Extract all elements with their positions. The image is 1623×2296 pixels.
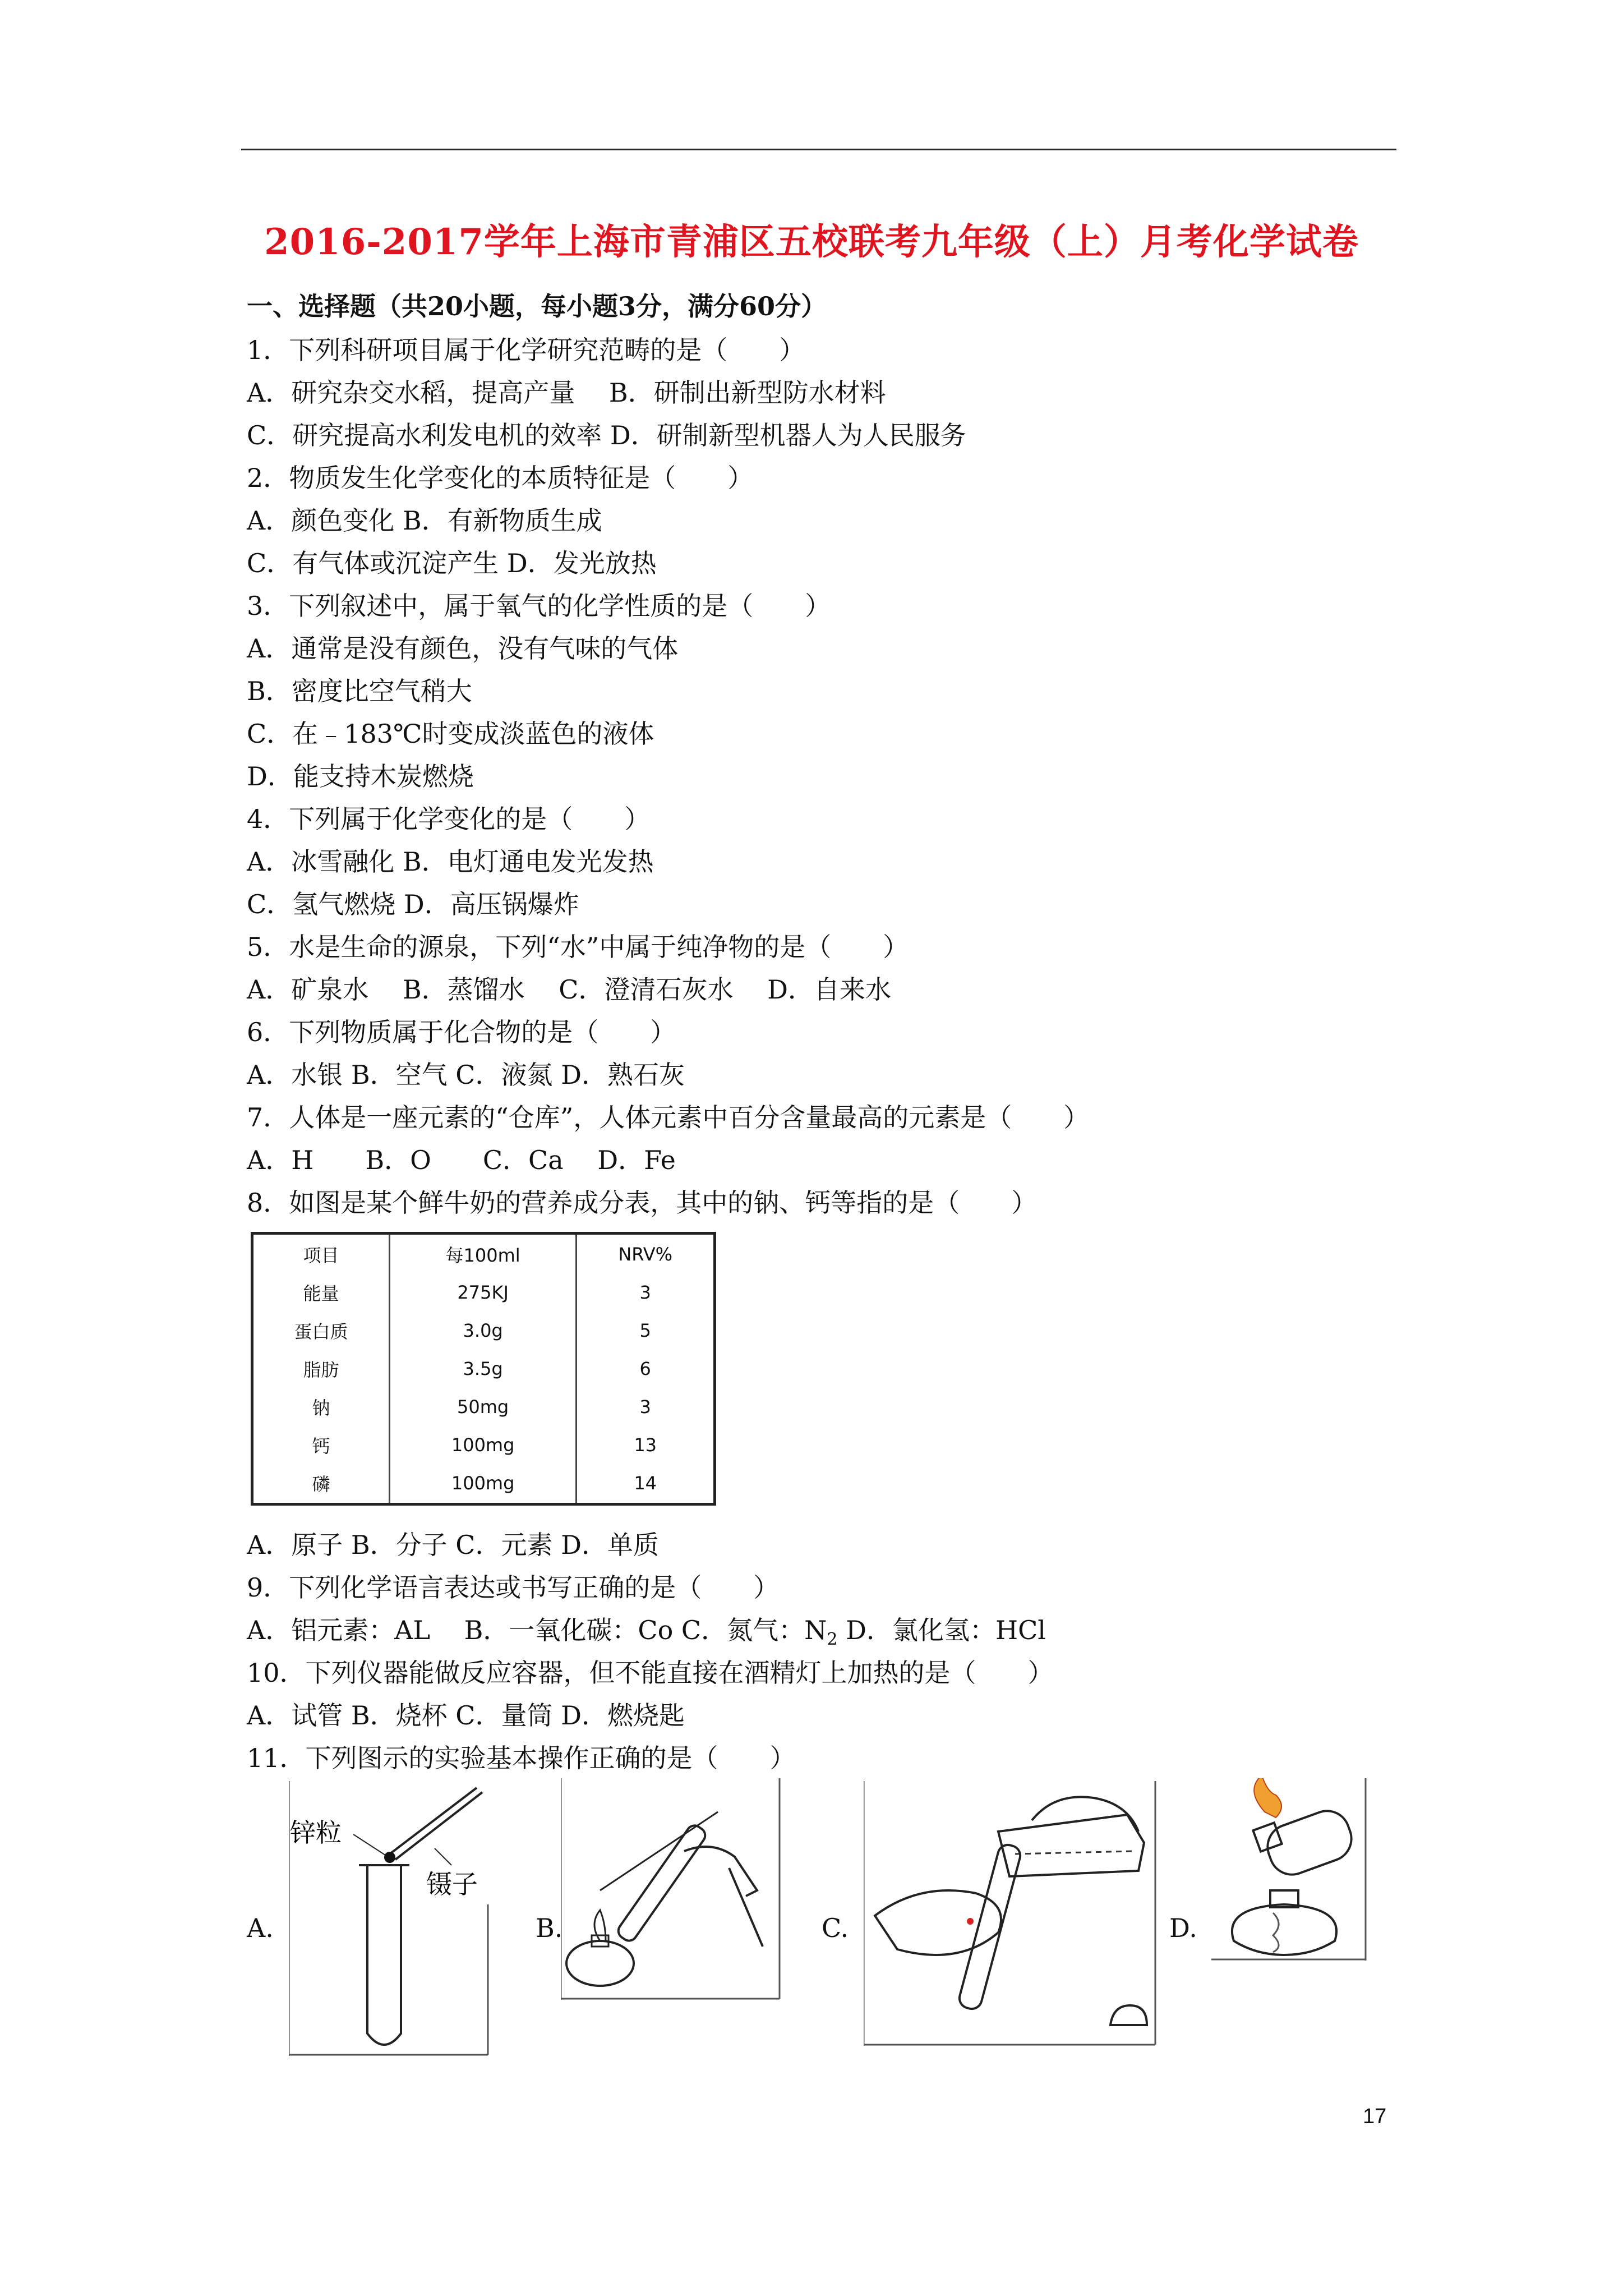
question-line: 2．物质发生化学变化的本质特征是（ ） bbox=[247, 463, 754, 493]
table-cell: 钠 bbox=[312, 1397, 330, 1419]
question-line: A．冰雪融化 B．电灯通电发光发热 bbox=[247, 846, 654, 877]
figure-b-heating-test-tube bbox=[561, 1778, 782, 2003]
question-line: A．原子 B．分子 C．元素 D．单质 bbox=[247, 1530, 659, 1560]
question-line: A．H B．O C．Ca D．Fe bbox=[247, 1145, 676, 1175]
table-cell: 磷 bbox=[312, 1474, 330, 1496]
table-header-cell: 每100ml bbox=[389, 1234, 576, 1274]
header-rule bbox=[241, 149, 1396, 150]
question-line: C．在﹣183℃时变成淡蓝色的液体 bbox=[247, 719, 654, 749]
question-line: 5．水是生命的源泉，下列“水”中属于纯净物的是（ ） bbox=[247, 932, 909, 962]
table-cell: 50mg bbox=[389, 1388, 576, 1426]
page-number: 17 bbox=[1363, 2105, 1387, 2128]
table-row bbox=[252, 1464, 715, 1504]
figure-d-alcohol-lamps bbox=[1211, 1778, 1368, 1963]
table-cell: 6 bbox=[577, 1350, 715, 1388]
table-row bbox=[252, 1388, 715, 1426]
question-line: A．研究杂交水稻，提高产量 B．研制出新型防水材料 bbox=[247, 378, 886, 408]
question-line: A．试管 B．烧杯 C．量筒 D．燃烧匙 bbox=[247, 1700, 685, 1731]
table-cell: 3.0g bbox=[389, 1312, 576, 1350]
question-line: A．水银 B．空气 C．液氮 D．熟石灰 bbox=[247, 1060, 685, 1090]
table-cell: 3 bbox=[577, 1388, 715, 1426]
table-row bbox=[252, 1426, 715, 1464]
table-header-cell: 项目 bbox=[303, 1244, 339, 1266]
question-line: A．颜色变化 B．有新物质生成 bbox=[247, 505, 602, 536]
table-cell: 能量 bbox=[303, 1283, 339, 1305]
nutrition-table bbox=[251, 1232, 716, 1506]
table-cell: 275KJ bbox=[389, 1273, 576, 1312]
option-label-a: A. bbox=[247, 1913, 274, 1943]
table-cell: 100mg bbox=[389, 1426, 576, 1464]
question-line: C．氢气燃烧 D．高压锅爆炸 bbox=[247, 889, 579, 919]
table-header-cell: NRV% bbox=[577, 1234, 715, 1274]
question-line: A．通常是没有颜色，没有气味的气体 bbox=[247, 633, 679, 664]
question-line: C．研究提高水利发电机的效率 D．研制新型机器人为人民服务 bbox=[247, 420, 966, 450]
table-cell: 3 bbox=[577, 1273, 715, 1312]
question-line: B．密度比空气稍大 bbox=[247, 676, 472, 706]
table-cell: 5 bbox=[577, 1312, 715, 1350]
option-label-b: B. bbox=[536, 1913, 563, 1943]
table-cell: 13 bbox=[577, 1426, 715, 1464]
question-line: C．有气体或沉淀产生 D．发光放热 bbox=[247, 548, 657, 578]
question-line: 11．下列图示的实验基本操作正确的是（ ） bbox=[247, 1743, 796, 1773]
question-line bbox=[247, 1610, 1046, 1649]
table-cell: 钙 bbox=[312, 1435, 330, 1457]
figure-c-pouring-liquid bbox=[864, 1781, 1158, 2047]
tweezers-label: 镊子 bbox=[426, 1869, 478, 1899]
option-label-c: C. bbox=[822, 1913, 849, 1943]
table-row bbox=[252, 1350, 715, 1388]
subscript: 2 bbox=[827, 1630, 838, 1650]
page-title: 2016-2017学年上海市青浦区五校联考九年级（上）月考化学试卷 bbox=[264, 221, 1359, 263]
table-header-row bbox=[252, 1234, 715, 1274]
question-line: 9．下列化学语言表达或书写正确的是（ ） bbox=[247, 1572, 780, 1603]
q9-options-part1: A．铝元素：AL B．一氧化碳：Co C．氮气：N bbox=[247, 1615, 827, 1645]
question-line: 3．下列叙述中，属于氧气的化学性质的是（ ） bbox=[247, 591, 831, 621]
table-row bbox=[252, 1312, 715, 1350]
table-cell: 3.5g bbox=[389, 1350, 576, 1388]
q9-options-part2: D．氯化氢：HCl bbox=[837, 1615, 1046, 1645]
table-cell: 脂肪 bbox=[303, 1359, 339, 1381]
question-line: 7．人体是一座元素的“仓库”，人体元素中百分含量最高的元素是（ ） bbox=[247, 1102, 1090, 1133]
section-heading: 一、选择题（共20小题，每小题3分，满分60分） bbox=[247, 291, 827, 321]
table-cell: 100mg bbox=[389, 1464, 576, 1504]
question-line: 1．下列科研项目属于化学研究范畴的是（ ） bbox=[247, 335, 805, 365]
option-label-d: D. bbox=[1169, 1913, 1197, 1943]
table-cell: 14 bbox=[577, 1464, 715, 1504]
question-line: D．能支持木炭燃烧 bbox=[247, 761, 474, 792]
question-line: 10．下列仪器能做反应容器，但不能直接在酒精灯上加热的是（ ） bbox=[247, 1658, 1054, 1688]
zinc-label: 锌粒 bbox=[290, 1818, 342, 1848]
table-cell: 蛋白质 bbox=[294, 1321, 348, 1343]
table-row bbox=[252, 1273, 715, 1312]
question-line: 6．下列物质属于化合物的是（ ） bbox=[247, 1017, 676, 1047]
question-line: A．矿泉水 B．蒸馏水 C．澄清石灰水 D．自来水 bbox=[247, 974, 891, 1005]
question-line: 4．下列属于化学变化的是（ ） bbox=[247, 804, 651, 834]
question-line: 8．如图是某个鲜牛奶的营养成分表，其中的钠、钙等指的是（ ） bbox=[247, 1188, 1038, 1218]
figure-a-zinc-test-tube bbox=[289, 1781, 491, 2056]
